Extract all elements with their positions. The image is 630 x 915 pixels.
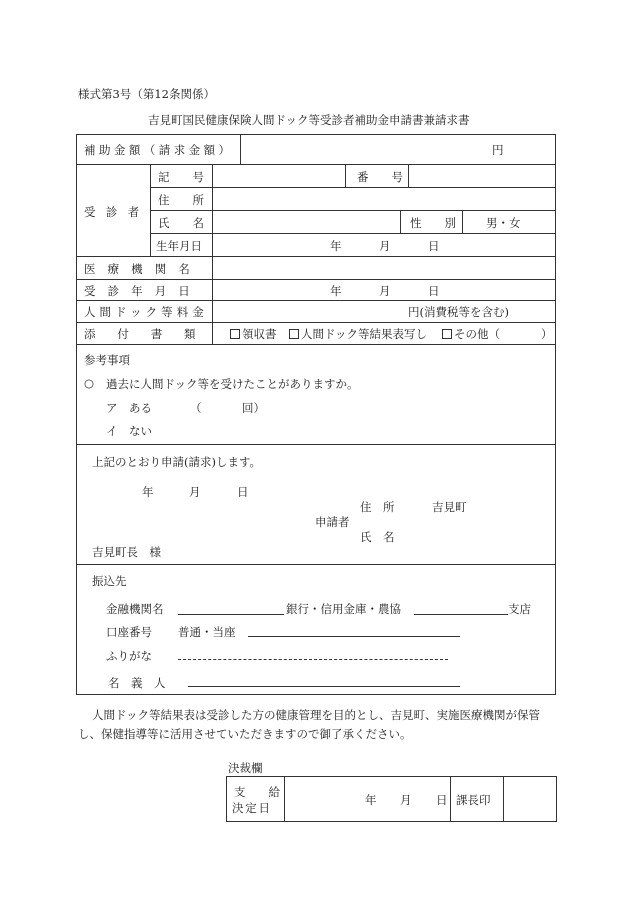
checkbox-icon[interactable] — [289, 329, 299, 339]
gender-label: 性 別 — [410, 216, 456, 230]
declaration-day: 日 — [237, 485, 249, 499]
form-number: 様式第3号（第12条関係） — [78, 87, 215, 101]
pay-date-day: 日 — [436, 793, 448, 807]
exam-date-label: 受診年月日 — [84, 284, 202, 298]
subsidy-amount-label: 補助金額（請求金額） — [84, 143, 234, 157]
attachment-other-label: その他（ — [454, 327, 500, 341]
examinee-label: 受診者 — [84, 205, 150, 219]
holder-name-field[interactable] — [188, 686, 460, 687]
option-i[interactable]: イ ない — [106, 424, 152, 438]
checkbox-icon[interactable] — [442, 329, 452, 339]
attachment-copy-label: 人間ドック等結果表写し — [301, 327, 428, 341]
bank-name-field[interactable] — [178, 614, 284, 615]
holder-label: 名 義 人 — [108, 676, 166, 690]
birth-month: 月 — [379, 239, 391, 253]
birth-year: 年 — [330, 239, 342, 253]
option-a[interactable]: ア ある — [106, 401, 152, 415]
branch-name-field[interactable] — [414, 614, 508, 615]
name-label: 氏 名 — [158, 216, 204, 230]
address-label: 住 所 — [158, 193, 204, 207]
fee-label: 人間ドック等料金 — [84, 305, 208, 319]
privacy-note-line1: 人間ドック等結果表は受診した方の健康管理を目的とし、吉見町、実施医療機関が保管 — [92, 708, 541, 722]
addressee: 吉見町長 様 — [92, 545, 161, 559]
fee-suffix: 円(消費税等を含む) — [408, 305, 509, 319]
declaration-statement: 上記のとおり申請(請求)します。 — [92, 455, 262, 469]
applicant-label: 申請者 — [315, 515, 350, 529]
attachment-result-copy[interactable] — [289, 326, 427, 342]
exam-month: 月 — [379, 284, 391, 298]
attachment-receipt[interactable] — [230, 326, 277, 342]
option-a-times: 回） — [242, 401, 265, 415]
furigana-label: ふりがな — [106, 649, 152, 663]
account-label: 口座番号 — [106, 625, 152, 639]
account-number-field[interactable] — [248, 636, 460, 637]
birth-day: 日 — [428, 239, 440, 253]
notes-question: 過去に人間ドック等を受けたことがありますか。 — [106, 377, 359, 391]
account-types[interactable]: 普通・当座 — [178, 625, 236, 639]
branch-label: 支店 — [508, 602, 531, 616]
privacy-note-line2: し、保健指導等に活用させていただきますので御了承ください。 — [78, 727, 412, 741]
attachment-other[interactable] — [442, 326, 500, 342]
attachment-other-close: ） — [541, 327, 553, 341]
furigana-field[interactable] — [178, 659, 448, 660]
institution-label: 医療機関名 — [84, 262, 202, 276]
pay-date-year: 年 — [365, 793, 377, 807]
gender-options[interactable]: 男・女 — [486, 216, 521, 230]
bank-label: 金融機関名 — [106, 602, 164, 616]
checkbox-icon[interactable] — [230, 329, 240, 339]
declaration-month: 月 — [189, 485, 201, 499]
option-a-paren: （ — [190, 401, 202, 415]
chief-seal-label: 課長印 — [456, 793, 491, 807]
symbol-label: 記 号 — [158, 170, 204, 184]
notes-title: 参考事項 — [84, 353, 130, 367]
pay-date-label-1: 支 給 — [234, 785, 280, 799]
exam-year: 年 — [330, 284, 342, 298]
number-label: 番 号 — [357, 170, 403, 184]
attachment-receipt-label: 領収書 — [242, 327, 277, 341]
birth-date-label: 生年月日 — [156, 239, 202, 253]
notes-circle: ○ — [84, 376, 95, 390]
subsidy-amount-yen: 円 — [492, 143, 504, 157]
exam-day: 日 — [428, 284, 440, 298]
declaration-year: 年 — [142, 485, 154, 499]
bank-types[interactable]: 銀行・信用金庫・農協 — [286, 602, 401, 616]
applicant-address-label: 住 所 — [360, 500, 395, 514]
applicant-name-label: 氏 名 — [360, 530, 395, 544]
form-title: 吉見町国民健康保険人間ドック等受診者補助金申請書兼請求書 — [148, 113, 470, 127]
applicant-address-value[interactable]: 吉見町 — [432, 500, 467, 514]
decision-title: 決裁欄 — [228, 761, 263, 775]
pay-date-month: 月 — [400, 793, 412, 807]
pay-date-label-2: 決定日 — [232, 801, 272, 815]
attachments-label: 添付書類 — [84, 327, 218, 341]
transfer-title: 振込先 — [92, 574, 127, 588]
